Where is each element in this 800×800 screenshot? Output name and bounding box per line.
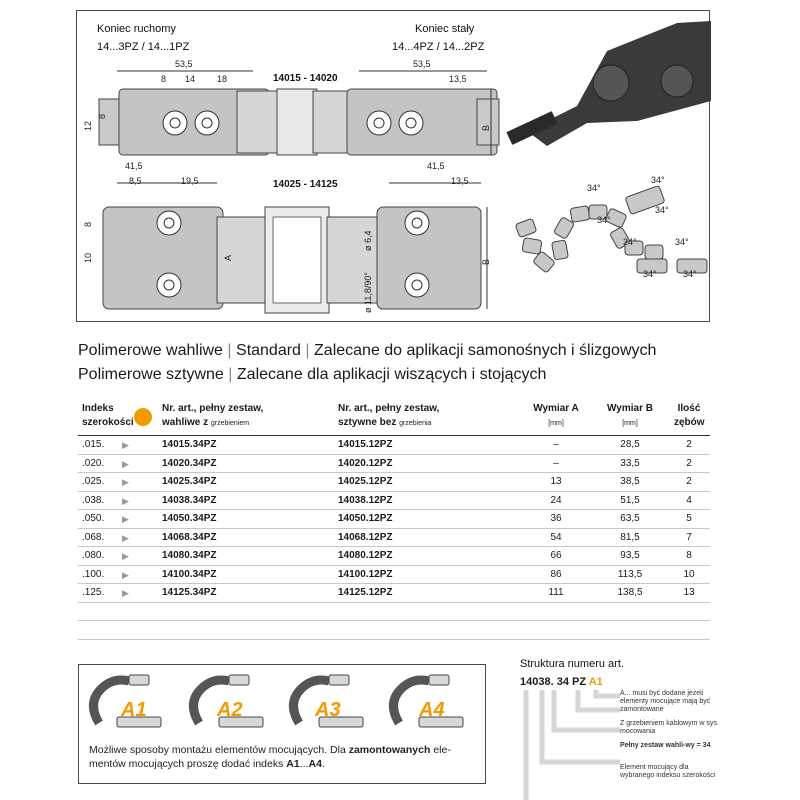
cell-art-swivel: 14068.34PZ [162, 531, 217, 543]
heading-line-1 [78, 342, 656, 360]
structure-legend-index: Element mocujący dla wybranego indeksu szerokości [620, 764, 716, 779]
cell-index: .100. [82, 568, 105, 580]
table-row [78, 584, 710, 603]
heading-swivel: Polimerowe wahliwe [78, 342, 223, 359]
cell-teeth: 13 [683, 587, 695, 598]
moving-end-title: Koniec ruchomy [97, 23, 176, 35]
cell-dim-a: 86 [550, 568, 562, 580]
cell-dim-b: 81,5 [620, 531, 640, 543]
cell-art-rigid: 14015.12PZ [338, 439, 393, 450]
cell-index: .020. [82, 457, 105, 469]
dim-41-5-left: 41,5 [125, 161, 143, 171]
dim-A: A [223, 254, 233, 261]
igus-logo-icon [134, 408, 152, 426]
cell-index: .050. [82, 513, 105, 524]
dim-B-lower: B [481, 258, 491, 265]
dim-8: 8 [161, 74, 167, 84]
col-header-art-rigid: Nr. art., pełny zestaw, sztywne bez grzebienia [338, 403, 440, 428]
fixed-end-codes: 14...4PZ / 14...2PZ [392, 41, 485, 53]
upper-series-label: 14015 - 14020 [273, 73, 338, 84]
angle-label: 34° [623, 237, 637, 247]
cell-art-rigid: 14020.12PZ [338, 457, 393, 469]
cell-art-rigid: 14080.12PZ [338, 550, 393, 561]
table-empty-row [78, 603, 710, 622]
cell-teeth: 10 [683, 568, 695, 580]
mounting-code-a2: A2 [217, 699, 243, 721]
cell-art-rigid: 14100.12PZ [338, 568, 393, 580]
technical-drawing-panel [76, 10, 710, 322]
heading-standard: Standard [236, 342, 301, 359]
fixed-end-title: Koniec stały [415, 23, 475, 35]
heading-recommendation-1: Zalecane do aplikacji samonośnych i ślizgowych [314, 342, 657, 359]
dim-phi-6-4: ø 6,4 [363, 230, 373, 251]
row-arrow-icon: ▶ [122, 495, 129, 506]
row-arrow-icon: ▶ [122, 588, 129, 598]
heading-line-2 [78, 366, 546, 384]
table-header [78, 398, 710, 436]
lower-series-label: 14025 - 14125 [273, 179, 338, 190]
dim-18: 18 [217, 74, 228, 84]
col-header-dim-b: Wymiar B [mm] [607, 403, 653, 427]
mounting-code-a4: A4 [419, 699, 445, 721]
table-row [78, 473, 710, 492]
structure-title: Struktura numeru art. [520, 658, 624, 670]
dim-v-8-lower: 8 [83, 221, 93, 227]
col-header-teeth: Ilość zębów [674, 403, 705, 428]
heading-rigid: Polimerowe sztywne [78, 366, 224, 383]
cell-index: .125. [82, 587, 105, 598]
angle-label: 34° [655, 205, 669, 215]
cell-index: .068. [82, 531, 105, 543]
cell-teeth: 5 [686, 513, 692, 524]
structure-legend-a: A... musi być dodane jeżeli elementy mocujące mają być zamontowane [620, 690, 711, 713]
cell-dim-a: 36 [550, 513, 562, 524]
structure-code: 14038. 34 PZ A1 [520, 676, 603, 688]
cell-art-swivel: 14038.34PZ [162, 494, 217, 506]
cell-art-rigid: 14025.12PZ [338, 476, 393, 487]
chain-photo [506, 21, 711, 146]
cell-dim-a: 13 [550, 476, 562, 487]
table-empty-row [78, 621, 710, 640]
chain-bending-diagram [515, 185, 707, 273]
dim-phi-11-8: ø 11,8/90° [363, 272, 373, 313]
row-arrow-icon: ▶ [122, 551, 129, 561]
cell-teeth: 2 [686, 457, 692, 469]
cell-dim-a: 66 [550, 550, 562, 561]
dim-v-10: 10 [83, 252, 93, 263]
angle-label: 34° [651, 175, 665, 185]
cell-dim-b: 51,5 [620, 494, 640, 506]
cell-dim-a: – [553, 457, 559, 469]
table-row [78, 455, 710, 474]
dim-13-5-upper: 13,5 [449, 74, 467, 84]
cell-teeth: 8 [686, 550, 692, 561]
cell-teeth: 2 [686, 439, 692, 450]
cell-index: .080. [82, 550, 105, 561]
cell-teeth: 7 [686, 531, 692, 543]
cell-dim-a: 111 [548, 587, 564, 598]
row-arrow-icon: ▶ [122, 477, 129, 487]
mounting-code-a3: A3 [315, 699, 341, 721]
cell-art-swivel: 14020.34PZ [162, 457, 217, 469]
cell-dim-b: 93,5 [620, 550, 640, 561]
table-row [78, 529, 710, 548]
cell-dim-b: 28,5 [620, 439, 640, 450]
cell-index: .025. [82, 476, 105, 487]
cell-art-swivel: 14025.34PZ [162, 476, 217, 487]
col-header-art-swivel: Nr. art., pełny zestaw, wahliwe z grzebieniem [162, 403, 264, 428]
mounting-options-panel [78, 664, 486, 784]
structure-bracket-lines [520, 690, 620, 800]
angle-label: 34° [683, 269, 697, 279]
dim-53-5-left: 53,5 [175, 59, 193, 69]
cell-art-swivel: 14015.34PZ [162, 439, 217, 450]
col-header-dim-a: Wymiar A [mm] [533, 403, 579, 427]
heading-separator: | [305, 342, 310, 359]
table-row [78, 492, 710, 511]
technical-drawing [77, 11, 711, 323]
table-row [78, 566, 710, 585]
row-arrow-icon: ▶ [122, 532, 129, 543]
moving-end-codes: 14...3PZ / 14...1PZ [97, 41, 190, 53]
angle-label: 34° [597, 215, 611, 225]
table-row [78, 510, 710, 529]
cell-dim-a: – [553, 439, 559, 450]
table-row [78, 436, 710, 455]
angle-label: 34° [643, 269, 657, 279]
heading-separator: | [228, 366, 233, 383]
col-header-index: Indeks szerokości [82, 403, 134, 428]
cell-dim-b: 33,5 [620, 457, 640, 469]
cell-art-swivel: 14125.34PZ [162, 587, 217, 598]
table-body [78, 436, 710, 603]
cell-dim-b: 138,5 [617, 587, 643, 598]
heading-recommendation-2: Zalecane dla aplikacji wiszących i stojących [236, 366, 547, 383]
cell-art-swivel: 14100.34PZ [162, 568, 217, 580]
dim-41-5-right: 41,5 [427, 161, 445, 171]
angle-label: 34° [675, 237, 689, 247]
cell-art-rigid: 14068.12PZ [338, 531, 393, 543]
cell-index: .038. [82, 494, 105, 506]
structure-legend-set: Pełny zestaw wahli-wy = 34 [620, 742, 711, 749]
dim-53-5-right: 53,5 [413, 59, 431, 69]
row-arrow-icon: ▶ [122, 569, 129, 580]
cell-index: .015. [82, 439, 105, 450]
cell-art-rigid: 14125.12PZ [338, 587, 393, 598]
cell-dim-b: 63,5 [620, 513, 640, 524]
dim-19-5: 19,5 [181, 176, 199, 186]
cell-art-rigid: 14038.12PZ [338, 494, 393, 506]
dim-13-5-lower: 13,5 [451, 176, 469, 186]
cell-art-rigid: 14050.12PZ [338, 513, 393, 524]
product-table [78, 398, 710, 640]
cell-art-swivel: 14080.34PZ [162, 550, 217, 561]
cell-dim-b: 113,5 [617, 568, 643, 580]
structure-legend-comb: Z grzebieniem kablowym w sys. mocowania [620, 720, 719, 735]
dim-v-12: 12 [83, 120, 93, 131]
cell-dim-b: 38,5 [620, 476, 640, 487]
dim-B-upper: B [481, 124, 491, 131]
table-row [78, 547, 710, 566]
lower-chain-drawing [103, 183, 487, 313]
heading-separator: | [227, 342, 232, 359]
article-number-structure [520, 656, 720, 796]
row-arrow-icon: ▶ [122, 440, 129, 450]
cell-teeth: 2 [686, 476, 692, 487]
mounting-code-a1: A1 [121, 699, 147, 721]
dim-v-8-upper: 8 [97, 113, 107, 119]
angle-label: 34° [587, 183, 601, 193]
dim-14: 14 [185, 74, 196, 84]
mounting-note: Możliwe sposoby montażu elementów mocujących. Dla zamontowanych ele-mentów mocujących proszę dodać indeks A1...A4. [89, 744, 451, 770]
row-arrow-icon: ▶ [122, 458, 129, 469]
cell-dim-a: 24 [550, 494, 562, 506]
cell-dim-a: 54 [550, 531, 562, 543]
row-arrow-icon: ▶ [122, 514, 129, 524]
cell-teeth: 4 [686, 494, 692, 506]
dim-8-5: 8,5 [129, 176, 142, 186]
cell-art-swivel: 14050.34PZ [162, 513, 217, 524]
